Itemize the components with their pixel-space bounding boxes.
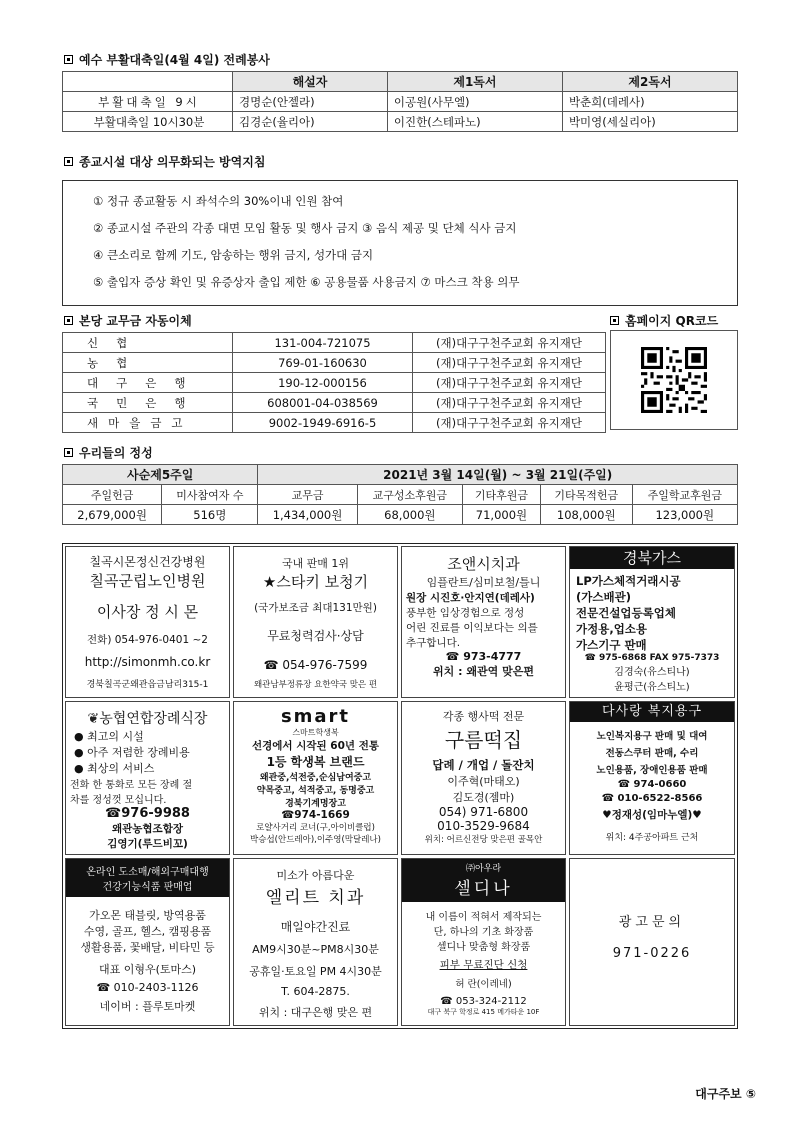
table-row: 농협 769-01-160630 (재)대구구천주교회 유지재단: [63, 353, 606, 373]
section-title-offering: 우리들의 정성: [64, 444, 153, 461]
website-link[interactable]: http://simonmh.co.kr: [84, 655, 211, 669]
bullet-icon: [64, 55, 73, 64]
section-title-liturgy: 예수 부활대축일(4월 4일) 전례봉사: [64, 51, 270, 68]
ad-elite-dental: 미소가 아름다운 엘리트 치과 매일야간진료 AM9시30분~PM8시30분 공휴일·토요일 PM 4시30분 T. 604-2875. 위치 : 대구은행 맞은 편: [233, 858, 398, 1026]
ad-smart-uniform: smart 스마트학생복 선경에서 시작된 60년 전통 1등 학생복 브랜드 왜관중,석전중,순심남여중고 약목중고, 석적중고, 동명중고 경북기계명장고 ☎974-1669 로얄사거리 코너(구,아이비클럽) 박승섭(안드레아),이주영(막달레나): [233, 701, 398, 855]
offering-table: 사순제5주일 2021년 3월 14일(월) ~ 3월 21일(주일) 주일헌금 미사참여자 수 교무금 교구성소후원금 기타후원금 기타목적헌금 주일학교후원금 2,679,000원 516명 1,434,000원 68,000원 71,000원 108,000원 123,000원: [62, 464, 738, 525]
table-row: 새마을금고 9002-1949-6916-5 (재)대구구천주교회 유지재단: [63, 413, 606, 433]
bullet-icon: [610, 316, 619, 325]
ad-simon-hospital: 칠곡시몬정신건강병원 칠곡군립노인병원 이사장 정 시 몬 전화) 054-976-0401 ~2 http://simonmh.co.kr 경북칠곡군왜관읍금남리315-1: [65, 546, 230, 698]
page-footer: 대구주보 ⑤: [695, 1087, 756, 1101]
ads-grid: [62, 543, 738, 1029]
guidelines-box: ① 정규 종교활동 시 좌석수의 30%이내 인원 참여 ② 종교시설 주관의 각종 대면 모임 활동 및 행사 금지 ③ 음식 제공 및 단체 식사 금지 ④ 큰소리로 함께 기도, 암송하는 행위 금지, 성가대 금지 ⑤ 출입자 증상 확인 및 유증상자 출입 제한 ⑥ 공용물품 사용금지 ⑦ 마스크 착용 의무: [62, 180, 738, 306]
bullet-icon: [64, 157, 73, 166]
ad-inquiry: 광고문의 971-0226: [569, 858, 735, 1026]
table-row: 신협 131-004-721075 (재)대구구천주교회 유지재단: [63, 333, 606, 353]
ad-gyeongbuk-gas: 경북가스 LP가스체적거래시공 (가스배관) 전문건설업등록업체 가정용,업소용 가스기구 판매 ☎ 975-6868 FAX 975-7373 김경숙(유스티나) 윤평근(유스티노): [569, 546, 735, 698]
table-row: 대구은행 190-12-000156 (재)대구구천주교회 유지재단: [63, 373, 606, 393]
clover-icon: ❦: [87, 711, 100, 727]
table-row: 국민은행 608001-04-038569 (재)대구구천주교회 유지재단: [63, 393, 606, 413]
section-title-guidelines: 종교시설 대상 의무화되는 방역지침: [64, 153, 265, 170]
liturgy-table: 해설자 제1독서 제2독서 부활대축일 9시 경명순(안젤라) 이공원(사무엘) 박춘희(데레사) 부활대축일 10시30분 김경순(율리아) 이진한(스테파노) 박미영(세실리아): [62, 71, 738, 132]
ad-dasarang-welfare: 다사랑 복지용구 노인복지용구 판매 및 대여 전동스쿠터 판매, 수리 노인용품, 장애인용품 판매 ☎ 974-0660 ☎ 010-6522-8566 ♥정재성(임마누엘)♥ 위치: 4주공아파트 근처: [569, 701, 735, 855]
ad-funeral-hall: ❦농협연합장례식장 ● 최고의 시설 ● 아주 저렴한 장례비용 ● 최상의 서비스 전화 한 통화로 모든 장례 절 차를 정성껏 모십니다. ☎976-9988 왜관농협조합장 김영기(루드비꼬): [65, 701, 230, 855]
bullet-icon: [64, 316, 73, 325]
bullet-icon: [64, 448, 73, 457]
ad-pluto-market: 온라인 도소매/해외구매대행 건강기능식품 판매업 가오몬 태블릿, 방역용품 수영, 골프, 헬스, 캠핑용품 생활용품, 꽃배달, 비타민 등 대표 이형우(토마스) ☎ 010-2403-1126 네이버 : 플루토마켓: [65, 858, 230, 1026]
ad-joan-dental: 조앤시치과 임플란트/심미보철/틀니 원장 시진호·안지연(데레사) 풍부한 임상경험으로 정성 어린 진료를 이익보다는 의를 추구합니다. ☎ 973-4777 위치 : 왜관역 맞은편: [401, 546, 566, 698]
table-row: 부활대축일 9시 경명순(안젤라) 이공원(사무엘) 박춘희(데레사): [63, 92, 738, 112]
dues-table: [62, 332, 606, 433]
qr-code-icon[interactable]: [641, 347, 707, 413]
table-row: 부활대축일 10시30분 김경순(율리아) 이진한(스테파노) 박미영(세실리아): [63, 112, 738, 132]
ad-celdina: ㈜아우라 셀디나 내 이름이 적혀서 제작되는 단, 하나의 기초 화장품 셀디나 맞춤형 화장품 피부 무료진단 신청 허 란(이레네) ☎ 053-324-2112 대구 북구 학정로 415 메가타운 10F: [401, 858, 566, 1026]
table-row: 2,679,000원 516명 1,434,000원 68,000원 71,000원 108,000원 123,000원: [63, 505, 738, 525]
section-title-qr: 홈페이지 QR코드: [610, 312, 718, 329]
ad-gureum-rice-cake: 각종 행사떡 전문 구름떡집 답례 / 개업 / 돌잔치 이주혁(마태오) 김도경(젬마) 054) 971-6800 010-3529-9684 위치: 어르신전당 맞은편 골목안: [401, 701, 566, 855]
qr-code-box: [610, 330, 738, 430]
ad-starkey: 국내 판매 1위 ★스타키 보청기 (국가보조금 최대131만원) 무료청력검사·상담 ☎ 054-976-7599 왜관남부정류장 요한약국 맞은 편: [233, 546, 398, 698]
section-title-dues: 본당 교무금 자동이체: [64, 312, 192, 329]
